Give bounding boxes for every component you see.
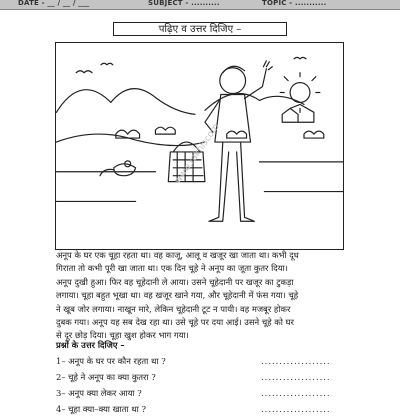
date-label: DATE - __ / __ / ___ bbox=[18, 0, 90, 7]
question-row bbox=[56, 356, 356, 372]
questions-heading: प्रश्नों के उत्तर दिजिए – bbox=[56, 340, 125, 350]
question-row bbox=[56, 372, 356, 388]
topic-label: TOPIC - ........... bbox=[262, 0, 327, 7]
question-row bbox=[56, 404, 356, 420]
paragraph-line: अनूप के घर एक चूहा रहता था। वह काजू, आलू व खजूर खा जाता था। कभी दूध bbox=[56, 250, 299, 260]
paragraph-line: दुबक गया। अनूप यह सब देख रहा था। उसे चूहे पर दया आई। उसने चूहे को घर bbox=[56, 317, 294, 328]
paragraph-line: लगाया। चूहा बहुत भूखा था। वह खजूर खाने गया, और चूहेदानी में फंस गया। चूहे bbox=[56, 290, 299, 301]
question-text: 4– चूहा क्या–क्या खाता था ? bbox=[56, 404, 146, 414]
paragraph-line: अनूप दुखी हुआ। फिर वह चूहेदानी ले आया। उसने चूहेदानी पर खजूर का टुकड़ा bbox=[56, 276, 294, 287]
subject-label: SUBJECT - .......... bbox=[148, 0, 220, 7]
worksheet-header bbox=[0, 0, 400, 10]
paragraph-line: गिराता तो कभी पूरी खा जाता था। एक दिन चूहे ने अनूप का जूता कुतर दिया। bbox=[56, 263, 288, 274]
question-text: 2– चूहे ने अनूप का क्या कुतरा ? bbox=[56, 372, 156, 382]
question-row bbox=[56, 388, 356, 404]
question-text: 1– अनूप के घर पर कौन रहता था ? bbox=[56, 356, 166, 366]
paragraph-line: से दूर छोड़ दिया। चूहा खुश होकर भाग गया। bbox=[56, 330, 189, 341]
answer-blank[interactable]: ................... bbox=[261, 356, 331, 366]
answer-blank[interactable]: ................... bbox=[261, 404, 331, 414]
answer-blank[interactable]: ................... bbox=[261, 388, 331, 398]
paragraph-line: ने खूब जोर लगाया। नाखून मारे, लेकिन चूहेदानी टूट न पायी। वह मजबूर होकर bbox=[56, 303, 291, 314]
watermark: www.rakhiscom bbox=[173, 122, 222, 186]
worksheet-title: पढ़िए व उत्तर दिजिए – bbox=[113, 22, 287, 36]
questions-list bbox=[56, 356, 356, 420]
story-paragraph bbox=[56, 249, 348, 343]
question-text: 3– अनूप क्या लेकर आया ? bbox=[56, 388, 142, 398]
answer-blank[interactable]: ................... bbox=[261, 372, 331, 382]
